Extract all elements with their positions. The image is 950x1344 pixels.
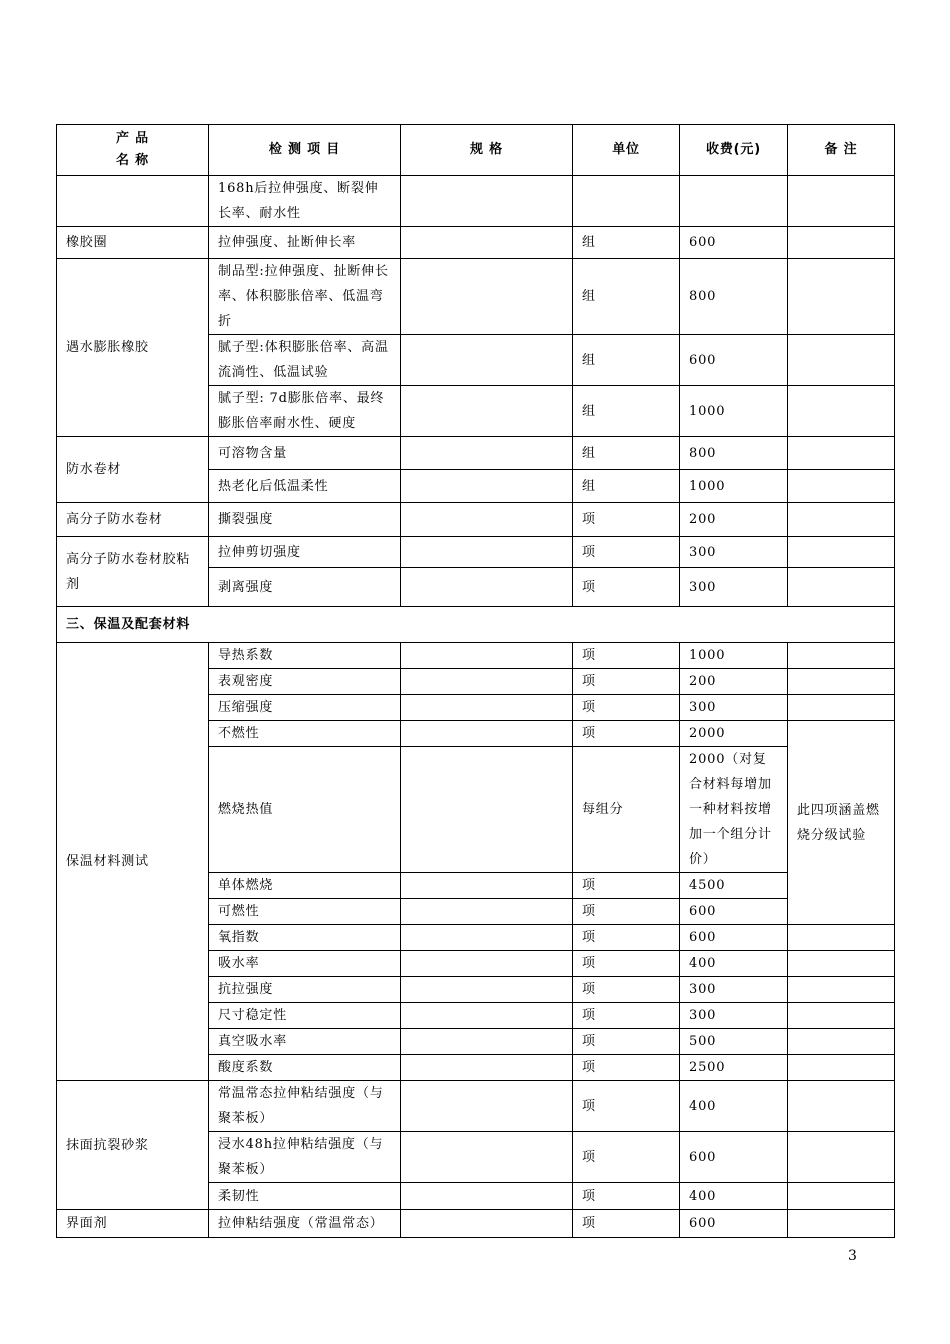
cell-item: 拉伸强度、扯断伸长率 (209, 227, 401, 259)
cell-spec (401, 437, 573, 470)
cell-item: 可燃性 (209, 899, 401, 925)
cell-remark (788, 1132, 895, 1183)
cell-remark (788, 643, 895, 669)
cell-unit: 项 (573, 503, 680, 537)
cell-item: 常温常态拉伸粘结强度（与聚苯板） (209, 1081, 401, 1132)
cell-unit: 项 (573, 1029, 680, 1055)
cell-unit: 项 (573, 669, 680, 695)
cell-item: 腻子型: 7d膨胀倍率、最终膨胀倍率耐水性、硬度 (209, 386, 401, 437)
cell-spec (401, 1003, 573, 1029)
cell-item: 腻子型:体积膨胀倍率、高温流淌性、低温试验 (209, 335, 401, 386)
cell-fee: 600 (680, 925, 788, 951)
cell-remark (788, 335, 895, 386)
cell-remark (788, 977, 895, 1003)
cell-item: 燃烧热值 (209, 747, 401, 873)
header-remark: 备 注 (788, 125, 895, 176)
cell-unit: 项 (573, 537, 680, 568)
table-row (57, 227, 895, 259)
cell-item: 可溶物含量 (209, 437, 401, 470)
cell-remark (788, 1183, 895, 1210)
cell-fee: 600 (680, 335, 788, 386)
cell-fee: 500 (680, 1029, 788, 1055)
table-row (57, 537, 895, 568)
table-row (57, 1081, 895, 1132)
cell-unit: 项 (573, 695, 680, 721)
cell-remark (788, 386, 895, 437)
cell-item: 导热系数 (209, 643, 401, 669)
section-title: 三、保温及配套材料 (57, 607, 895, 643)
cell-product (57, 176, 209, 227)
cell-unit: 组 (573, 227, 680, 259)
cell-spec (401, 747, 573, 873)
cell-fee: 400 (680, 951, 788, 977)
cell-fee: 300 (680, 537, 788, 568)
cell-item: 吸水率 (209, 951, 401, 977)
cell-remark (788, 227, 895, 259)
cell-fee: 2000 (680, 721, 788, 747)
table-row (57, 643, 895, 669)
cell-unit: 组 (573, 335, 680, 386)
table-row (57, 503, 895, 537)
table-row (57, 176, 895, 227)
cell-spec (401, 873, 573, 899)
cell-fee: 1000 (680, 386, 788, 437)
cell-fee: 200 (680, 503, 788, 537)
cell-spec (401, 227, 573, 259)
header-product: 产 品 名 称 (57, 125, 209, 176)
cell-spec (401, 1055, 573, 1081)
cell-fee: 800 (680, 437, 788, 470)
cell-remark (788, 1003, 895, 1029)
cell-item: 氧指数 (209, 925, 401, 951)
cell-fee: 300 (680, 1003, 788, 1029)
cell-unit: 项 (573, 643, 680, 669)
cell-spec (401, 643, 573, 669)
cell-remark (788, 568, 895, 607)
cell-item: 柔韧性 (209, 1183, 401, 1210)
cell-remark (788, 537, 895, 568)
cell-remark (788, 259, 895, 335)
fee-table (56, 124, 895, 1238)
cell-spec (401, 386, 573, 437)
cell-item: 热老化后低温柔性 (209, 470, 401, 503)
cell-item: 剥离强度 (209, 568, 401, 607)
cell-spec (401, 1183, 573, 1210)
cell-unit: 每组分 (573, 747, 680, 873)
cell-remark (788, 176, 895, 227)
cell-spec (401, 899, 573, 925)
cell-product: 保温材料测试 (57, 643, 209, 1081)
cell-fee: 300 (680, 695, 788, 721)
header-unit: 单位 (573, 125, 680, 176)
cell-product: 高分子防水卷材胶粘剂 (57, 537, 209, 607)
cell-unit: 项 (573, 951, 680, 977)
cell-unit: 项 (573, 1132, 680, 1183)
cell-spec (401, 669, 573, 695)
table-row (57, 437, 895, 470)
table-row (57, 1210, 895, 1238)
cell-remark (788, 470, 895, 503)
cell-remark (788, 1210, 895, 1238)
cell-item: 168h后拉伸强度、断裂伸长率、耐水性 (209, 176, 401, 227)
cell-item: 真空吸水率 (209, 1029, 401, 1055)
cell-spec (401, 951, 573, 977)
cell-fee: 800 (680, 259, 788, 335)
cell-unit: 项 (573, 1210, 680, 1238)
cell-item: 撕裂强度 (209, 503, 401, 537)
cell-fee: 600 (680, 1210, 788, 1238)
cell-item: 尺寸稳定性 (209, 1003, 401, 1029)
cell-remark (788, 1081, 895, 1132)
cell-unit: 项 (573, 977, 680, 1003)
cell-spec (401, 1210, 573, 1238)
cell-unit: 项 (573, 873, 680, 899)
cell-item: 浸水48h拉伸粘结强度（与聚苯板） (209, 1132, 401, 1183)
cell-remark (788, 1029, 895, 1055)
cell-item: 不燃性 (209, 721, 401, 747)
cell-item: 压缩强度 (209, 695, 401, 721)
cell-spec (401, 470, 573, 503)
cell-unit: 项 (573, 1003, 680, 1029)
cell-remark (788, 437, 895, 470)
table-row (57, 259, 895, 335)
cell-unit: 组 (573, 437, 680, 470)
cell-spec (401, 537, 573, 568)
cell-spec (401, 1029, 573, 1055)
cell-product: 高分子防水卷材 (57, 503, 209, 537)
cell-item: 拉伸粘结强度（常温常态） (209, 1210, 401, 1238)
cell-spec (401, 977, 573, 1003)
cell-fee: 2500 (680, 1055, 788, 1081)
cell-fee: 600 (680, 899, 788, 925)
cell-product: 抹面抗裂砂浆 (57, 1081, 209, 1210)
cell-fee: 2000（对复合材料每增加一种材料按增加一个组分计价） (680, 747, 788, 873)
cell-spec (401, 721, 573, 747)
cell-fee: 1000 (680, 470, 788, 503)
cell-unit: 组 (573, 386, 680, 437)
cell-spec (401, 176, 573, 227)
cell-unit: 项 (573, 1183, 680, 1210)
cell-product: 防水卷材 (57, 437, 209, 503)
cell-unit: 组 (573, 470, 680, 503)
cell-fee: 4500 (680, 873, 788, 899)
cell-fee: 600 (680, 227, 788, 259)
cell-product: 橡胶圈 (57, 227, 209, 259)
cell-fee (680, 176, 788, 227)
cell-remark (788, 695, 895, 721)
cell-item: 拉伸剪切强度 (209, 537, 401, 568)
section-row (57, 607, 895, 643)
header-spec: 规 格 (401, 125, 573, 176)
cell-spec (401, 568, 573, 607)
cell-unit: 项 (573, 721, 680, 747)
table-body (57, 125, 895, 1238)
cell-item: 酸度系数 (209, 1055, 401, 1081)
cell-fee: 600 (680, 1132, 788, 1183)
cell-spec (401, 1132, 573, 1183)
cell-spec (401, 335, 573, 386)
cell-spec (401, 925, 573, 951)
cell-spec (401, 503, 573, 537)
cell-item: 抗拉强度 (209, 977, 401, 1003)
page-number: 3 (848, 1248, 857, 1264)
cell-product: 界面剂 (57, 1210, 209, 1238)
cell-remark (788, 669, 895, 695)
cell-spec (401, 259, 573, 335)
header-item: 检 测 项 目 (209, 125, 401, 176)
cell-fee: 300 (680, 568, 788, 607)
cell-item: 单体燃烧 (209, 873, 401, 899)
cell-fee: 300 (680, 977, 788, 1003)
cell-fee: 400 (680, 1081, 788, 1132)
cell-item: 表观密度 (209, 669, 401, 695)
cell-unit: 项 (573, 925, 680, 951)
cell-remark (788, 951, 895, 977)
cell-unit: 项 (573, 1055, 680, 1081)
cell-unit: 项 (573, 568, 680, 607)
cell-spec (401, 695, 573, 721)
cell-unit: 项 (573, 1081, 680, 1132)
cell-unit (573, 176, 680, 227)
cell-item: 制品型:拉伸强度、扯断伸长率、体积膨胀倍率、低温弯折 (209, 259, 401, 335)
cell-remark (788, 925, 895, 951)
cell-spec (401, 1081, 573, 1132)
cell-remark (788, 1055, 895, 1081)
cell-fee: 1000 (680, 643, 788, 669)
cell-unit: 项 (573, 899, 680, 925)
cell-fee: 400 (680, 1183, 788, 1210)
cell-fee: 200 (680, 669, 788, 695)
table-header-row (57, 125, 895, 176)
cell-remark: 此四项涵盖燃烧分级试验 (788, 721, 895, 925)
cell-unit: 组 (573, 259, 680, 335)
cell-remark (788, 503, 895, 537)
cell-product: 遇水膨胀橡胶 (57, 259, 209, 437)
header-fee: 收费(元) (680, 125, 788, 176)
